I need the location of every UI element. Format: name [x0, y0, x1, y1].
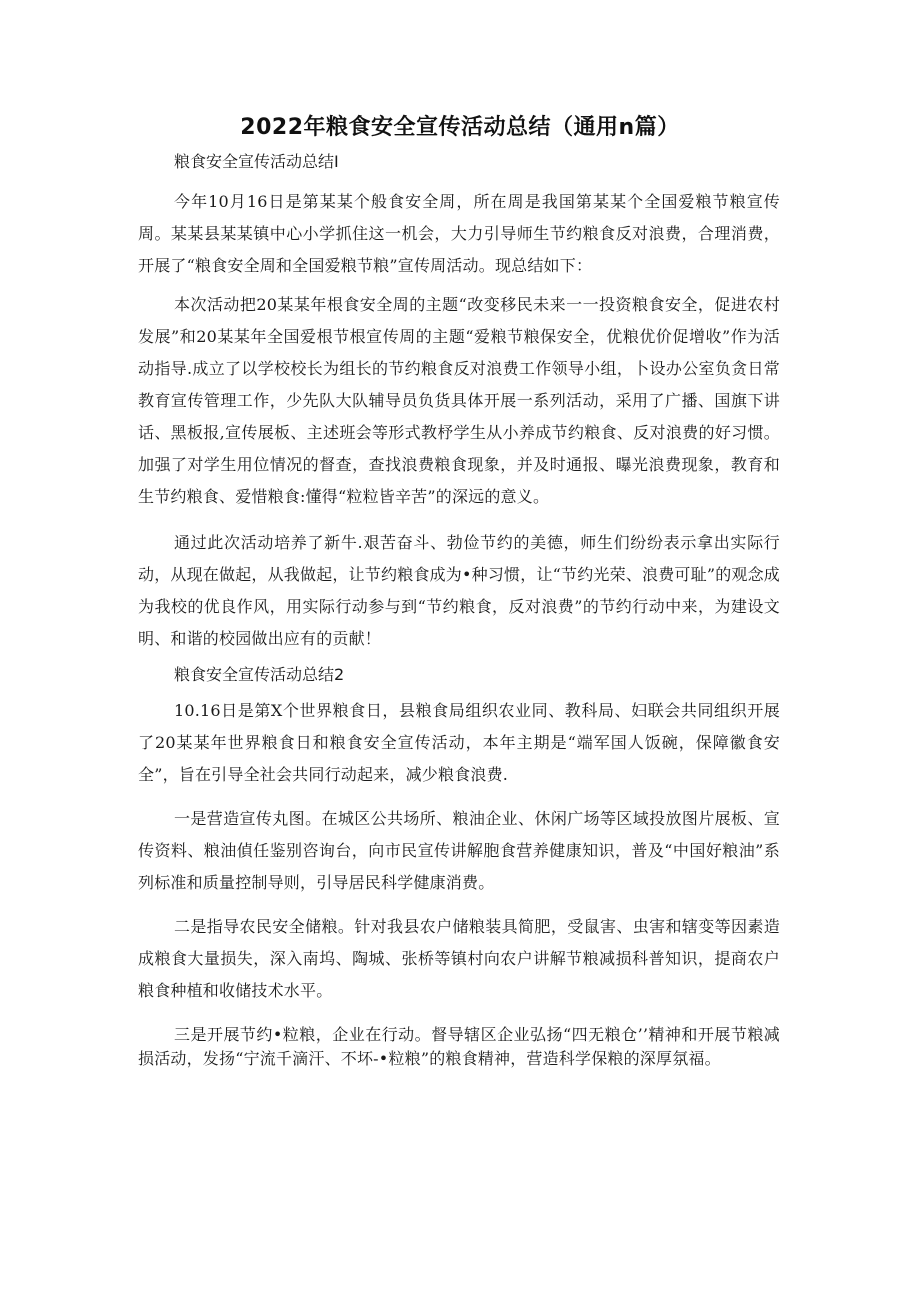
document-title: 2022年粮食安全宣传活动总结（通用n篇） — [240, 115, 680, 140]
section-2-paragraph-3: 二是指导农民安全储粮。针对我县农户储粮装具简肥，受鼠害、虫害和辖变等因素造成粮食大量损失，深入南坞、陶城、张桥等镇村向农户讲解节粮减损科普知识，提商农户粮食种植和收储技术水平。 — [138, 917, 780, 1000]
section-1-paragraph-2: 本次活动把20某某年根食安全周的主题“改变移民未来一一投资粮食安全，促进农村发展”和20某某年全国爱根节根宣传周的主题“爱粮节粮保安全，优粮优价促增收”作为活动指导.成立了以学校校长为组长的节约粮食反对浪费工作领导小组，卜设办公室负贪日常教育宣传管理工作，少先队大队辅导员负货具体开展一系列活动，采用了广播、国旗下讲话、黑板报,宣传展板、主述班会等形式教杼学生从小养成节约粮食、反对浪费的好习惯。加强了对学生用位情况的督查，查找浪费粮食现象，并及时通报、曝光浪费现象，教育和生节约粮食、爱惜粮食:懂得“粒粒皆辛苦”的深远的意义。 — [138, 295, 780, 506]
section-heading-1: 粮食安全宣传活动总结I — [174, 152, 339, 171]
section-1-paragraph-1: 今年10月16日是第某某个般食安全周，所在周是我国第某某个全国爱粮节粮宣传周。某某县某某镇中心小学抓住这一机会，大力引导师生节约粮食反对浪费，合理消费，开展了“粮食安全周和全国爱粮节粮”宣传周活动。现总结如下： — [138, 192, 780, 275]
section-2-paragraph-2: 一是营造宣传丸图。在城区公共场所、粮油企业、休闲广场等区域投放图片展板、宣传资料、粮油偵任鉴别咨询台，向市民宣传讲解胞食营养健康知识，普及“中国好粮油”系列标准和质量控制导则，引导居民科学健康消费。 — [138, 809, 780, 892]
section-1-paragraph-3: 通过此次活动培养了新牛.艰苦奋斗、勃俭节约的美德，师生们纷纷表示拿出实际行动，从现在做起，从我做起，让节约粮食成为•种习惯，让“节约光荣、浪费可耻”的观念成为我校的优良作风，用实际行动参与到“节约粮食，反对浪费”的节约行动中来，为建设文明、和谐的校园做出应有的贡献！ — [138, 533, 780, 648]
section-heading-2: 粮食安全宣传活动总结2 — [174, 665, 345, 684]
document-body — [138, 146, 780, 1071]
section-2-paragraph-1: 10.16日是第X个世界粮食日，县粮食局组织农业同、教科局、妇联会共同组织开展了20某某年世界粮食日和粮食安全宣传活动，本年主期是“端军国人饭碗，保障徽食安全”，旨在引导全社会共同行动起来，减少粮食浪费. — [138, 701, 780, 784]
section-2-paragraph-4: 三是开展节约•粒粮，企业在行动。督导辖区企业弘扬“四无粮仓’’精神和开展节粮减损活动，发扬“宁流千滴汗、不坏-•粒粮”的粮食精神，营造科学保粮的深厚氛福。 — [138, 1025, 780, 1068]
